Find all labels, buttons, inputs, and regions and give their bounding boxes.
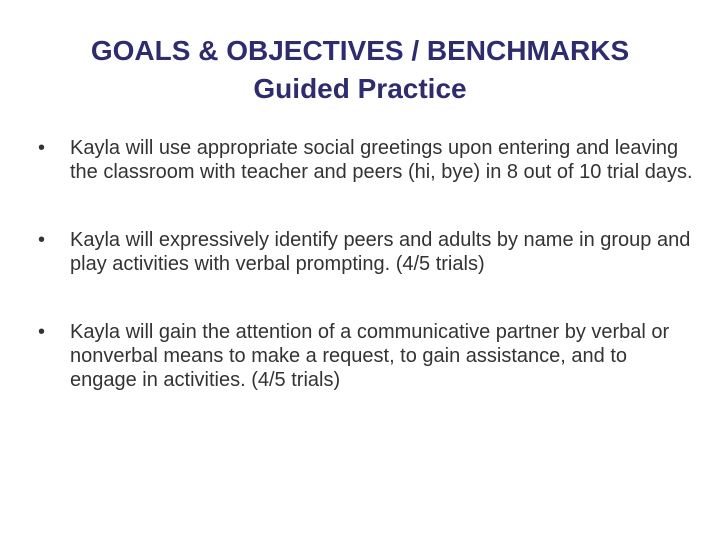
bullet-text: Kayla will gain the attention of a communicative partner by verbal or nonverbal means to make a request, to gain assistance, and to engage in activities. (4/5 trials) <box>70 321 670 391</box>
bullet-item-gain-attention <box>38 320 698 392</box>
bullet-text: Kayla will use appropriate social greetings upon entering and leaving the classroom with teacher and peers (hi, bye) in 8 out of 10 trial days. <box>70 137 693 183</box>
title-line-subtitle: Guided Practice <box>253 73 467 104</box>
bullet-text: Kayla will expressively identify peers and adults by name in group and play activities with verbal prompting. (4/5 trials) <box>70 229 691 275</box>
bullet-icon: • <box>38 137 46 159</box>
bullet-icon: • <box>38 321 46 343</box>
title-line-main: GOALS & OBJECTIVES / BENCHMARKS <box>90 35 630 66</box>
bullet-item-greetings <box>38 136 698 184</box>
slide-title <box>0 32 720 108</box>
bullet-list <box>38 136 698 436</box>
bullet-icon: • <box>38 229 46 251</box>
bullet-item-identify-names <box>38 228 698 276</box>
